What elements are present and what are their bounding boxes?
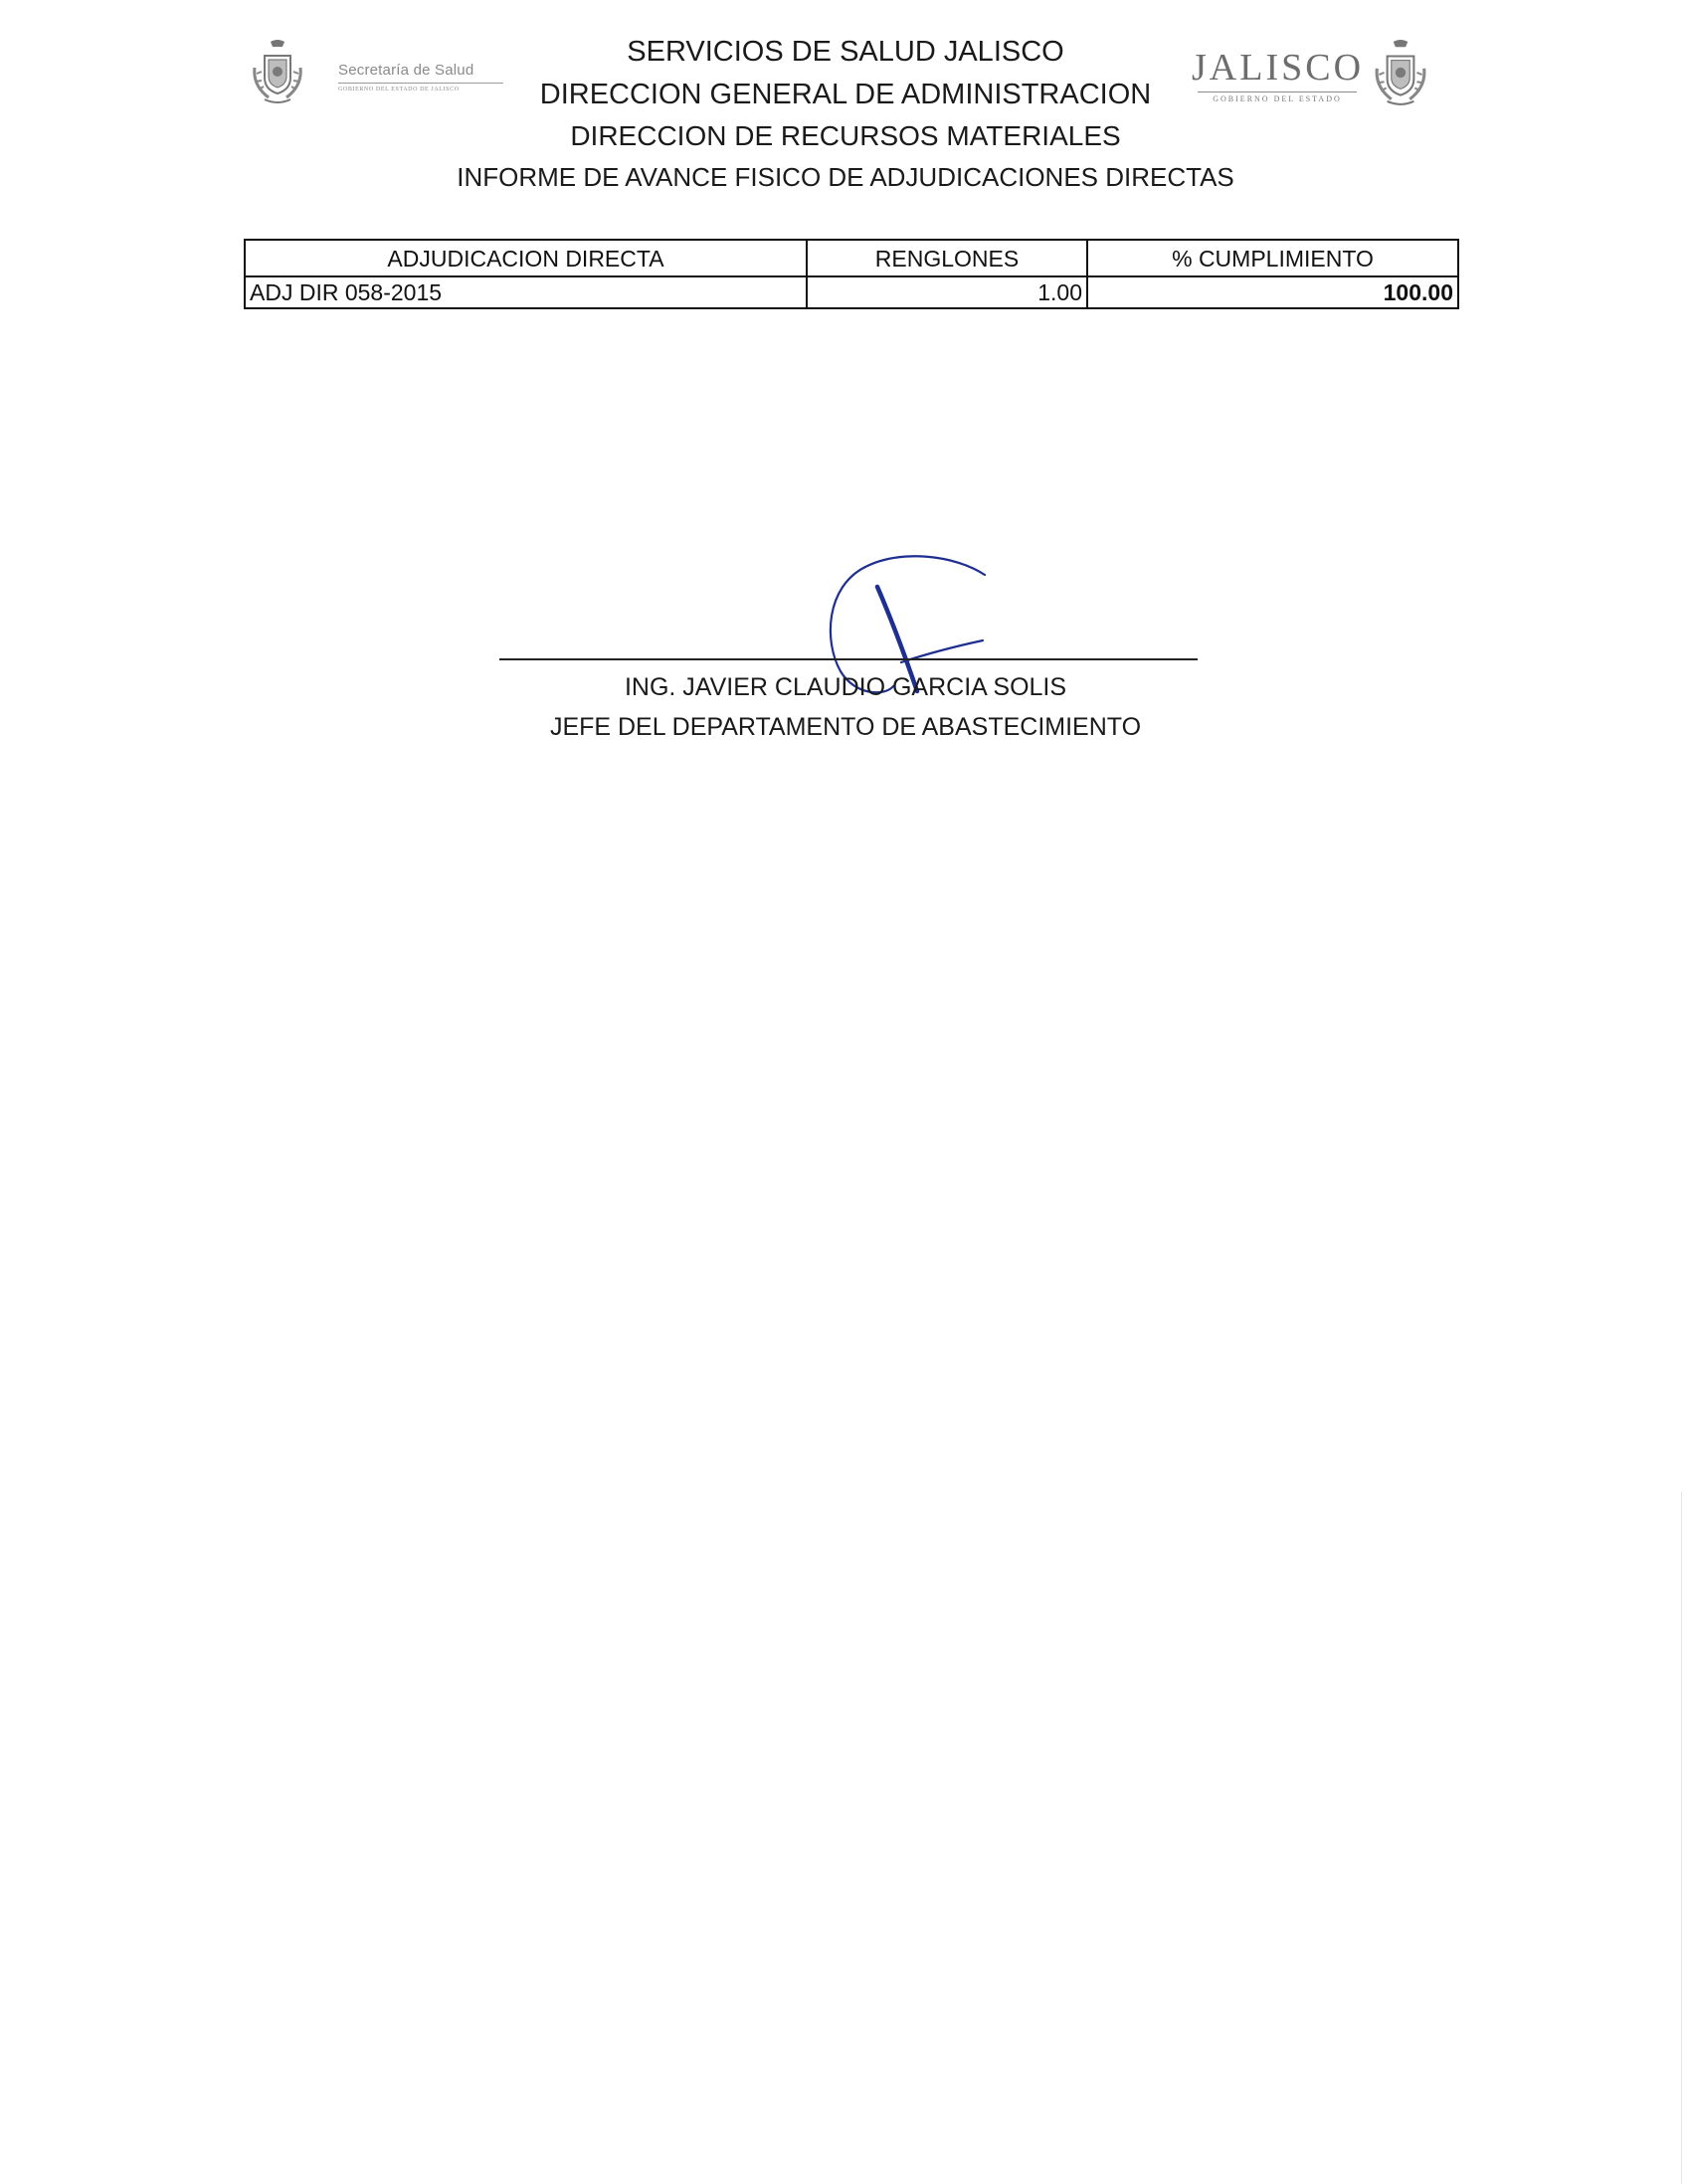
- heading-informe: INFORME DE AVANCE FISICO DE ADJUDICACIONES DIRECTAS: [457, 162, 1234, 192]
- heading-recursos-materiales: DIRECCION DE RECURSOS MATERIALES: [570, 120, 1121, 151]
- scan-edge: [1681, 1492, 1682, 2184]
- signature-line: [499, 658, 1198, 660]
- signatory-title: JEFE DEL DEPARTAMENTO DE ABASTECIMIENTO: [549, 713, 1142, 741]
- column-header-cumplimiento: % CUMPLIMIENTO: [1087, 240, 1458, 276]
- cell-cumplimiento: 100.00: [1087, 276, 1458, 308]
- state-seal-icon: [1373, 38, 1428, 109]
- logo-divider: [1198, 91, 1357, 92]
- cell-adjudicacion: ADJ DIR 058-2015: [245, 276, 807, 308]
- state-seal-icon: [251, 38, 304, 107]
- secretaria-salud-name: Secretaría de Salud: [338, 62, 474, 79]
- jalisco-wordmark: JALISCO: [1192, 47, 1365, 89]
- jalisco-subtitle: GOBIERNO DEL ESTADO: [1213, 94, 1342, 103]
- jalisco-logo: [1192, 38, 1440, 109]
- column-header-adjudicacion: ADJUDICACION DIRECTA: [245, 240, 807, 276]
- adjudicaciones-table: [244, 239, 1459, 309]
- table-header-row: [245, 240, 1458, 276]
- table-row: [245, 276, 1458, 308]
- column-header-renglones: RENGLONES: [807, 240, 1087, 276]
- signatory-name: ING. JAVIER CLAUDIO GARCIA SOLIS: [624, 673, 1067, 701]
- cell-renglones: 1.00: [807, 276, 1087, 308]
- heading-servicios-salud: SERVICIOS DE SALUD JALISCO: [627, 36, 1064, 68]
- heading-direccion-general: DIRECCION GENERAL DE ADMINISTRACION: [539, 79, 1152, 110]
- secretaria-salud-subtitle: GOBIERNO DEL ESTADO DE JALISCO: [338, 87, 460, 92]
